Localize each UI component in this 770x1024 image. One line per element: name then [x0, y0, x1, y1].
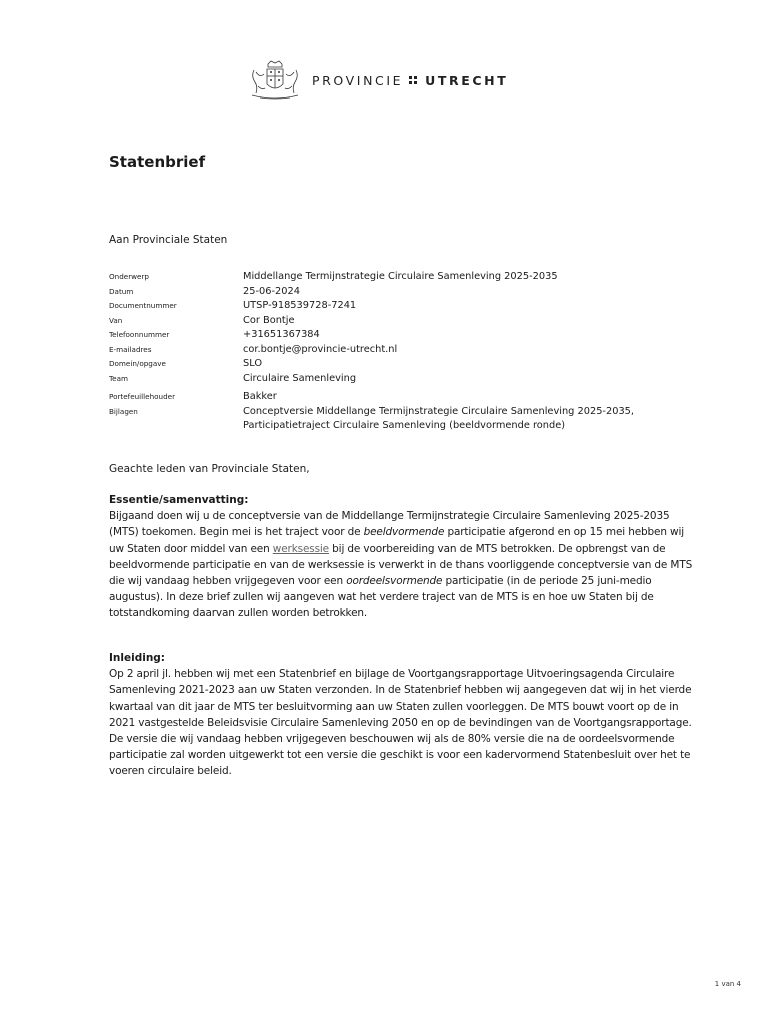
- addressee: Aan Provinciale Staten: [109, 234, 228, 246]
- summary-paragraph: [109, 508, 701, 621]
- brand-part-1: PROVINCIE: [312, 72, 404, 88]
- meta-label: Portefeuillehouder: [109, 392, 176, 401]
- meta-label: E-mailadres: [109, 344, 152, 354]
- meta-row-onderwerp: [109, 270, 669, 285]
- meta-row-documentnummer: [109, 299, 669, 314]
- document-title: Statenbrief: [109, 153, 206, 171]
- letterhead: [246, 60, 508, 100]
- meta-row-email: [109, 343, 669, 358]
- meta-value: Middellange Termijnstrategie Circulaire Samenleving 2025-2035: [243, 271, 558, 282]
- meta-value: SLO: [243, 358, 263, 369]
- summary-text: Bijgaand doen wij u de conceptversie van de Middellange Termijnstrategie Circulaire Samenleving 2025-2035 (MTS) toekomen. Begin mei is het traject voor de: [109, 510, 670, 539]
- meta-label: Team: [109, 373, 128, 383]
- summary-section: [109, 492, 701, 622]
- meta-row-team: [109, 372, 669, 387]
- meta-value: +31651367384: [243, 329, 320, 340]
- coat-of-arms-icon: [246, 60, 304, 100]
- meta-value: Circulaire Samenleving: [243, 372, 357, 384]
- meta-label: Domein/opgave: [109, 359, 166, 368]
- meta-value: Bakker: [243, 391, 277, 402]
- summary-heading: Essentie/samenvatting:: [109, 494, 249, 506]
- meta-label: Onderwerp: [109, 272, 149, 281]
- meta-row-domein: [109, 357, 669, 372]
- salutation: Geachte leden van Provinciale Staten,: [109, 463, 310, 475]
- meta-label: Datum: [109, 286, 134, 296]
- organisation-name: [312, 73, 508, 88]
- summary-emphasis: beeldvormende: [363, 526, 445, 539]
- meta-label: Telefoonnummer: [109, 330, 170, 339]
- meta-label: Bijlagen: [109, 406, 138, 416]
- intro-heading: Inleiding:: [109, 652, 166, 664]
- meta-row-bijlagen: [109, 405, 669, 420]
- meta-value: cor.bontje@provincie-utrecht.nl: [243, 343, 398, 355]
- meta-value: Participatietraject Circulaire Samenleving (beeldvormende ronde): [243, 420, 566, 431]
- summary-emphasis: oordeelsvormende: [346, 575, 443, 588]
- summary-text: bij de voorbereiding van de MTS betrokken. De opbrengst van de beeldvormende participatie en van de werksessie is verwerkt in de thans voorliggende conceptversie van de MTS die wij vandaag hebben vrijgegeven voor een: [109, 542, 693, 588]
- meta-value: Cor Bontje: [243, 314, 295, 326]
- meta-row-van: [109, 314, 669, 329]
- page-indicator: 1 van 4: [714, 980, 741, 988]
- meta-label: Van: [109, 315, 123, 325]
- meta-row-bijlagen-continued: [109, 419, 669, 434]
- meta-value: Conceptversie Middellange Termijnstrategie Circulaire Samenleving 2025-2035,: [243, 405, 635, 417]
- meta-value: 25-06-2024: [243, 285, 300, 297]
- summary-text: participatie afgerond en op 15 mei hebben wij uw Staten door middel van een: [109, 526, 685, 555]
- brand-separator-icon: [409, 76, 417, 84]
- intro-section: [109, 650, 701, 780]
- brand-part-2: UTRECHT: [425, 72, 509, 88]
- meta-value: UTSP-918539728-7241: [243, 300, 357, 311]
- meta-row-portefeuillehouder: [109, 390, 669, 405]
- werksessie-link[interactable]: werksessie: [272, 542, 329, 555]
- summary-text: participatie (in de periode 25 juni-medio augustus). In deze brief zullen wij aangeven wat het verdere traject van de MTS is en hoe uw Staten bij de totstandkoming daarvan zullen worden betrokken.: [109, 575, 654, 620]
- intro-paragraph: Op 2 april jl. hebben wij met een Statenbrief en bijlage de Voortgangsrapportage Uitvoeringsagenda Circulaire Samenleving 2021-2023 aan uw Staten verzonden. In de Statenbrief hebben wij aangegeven dat wij in het vierde kwartaal van dit jaar de MTS ter besluitvorming aan uw Staten zullen voorleggen. De MTS bouwt voort op de in 2021 vastgestelde Beleidsvisie Circulaire Samenleving 2050 en op de bevindingen van de Voortgangsrapportage. De versie die wij vandaag hebben vrijgegeven beschouwen wij als de 80% versie die na de oordeelsvormende participatie zal worden uitgewerkt tot een versie die geschikt is voor een kadervormend Statenbesluit over het te voeren circulaire beleid.: [109, 668, 692, 778]
- meta-label: Documentnummer: [109, 301, 177, 310]
- metadata-table: [109, 270, 669, 434]
- meta-row-telefoonnummer: [109, 328, 669, 343]
- meta-row-datum: [109, 285, 669, 300]
